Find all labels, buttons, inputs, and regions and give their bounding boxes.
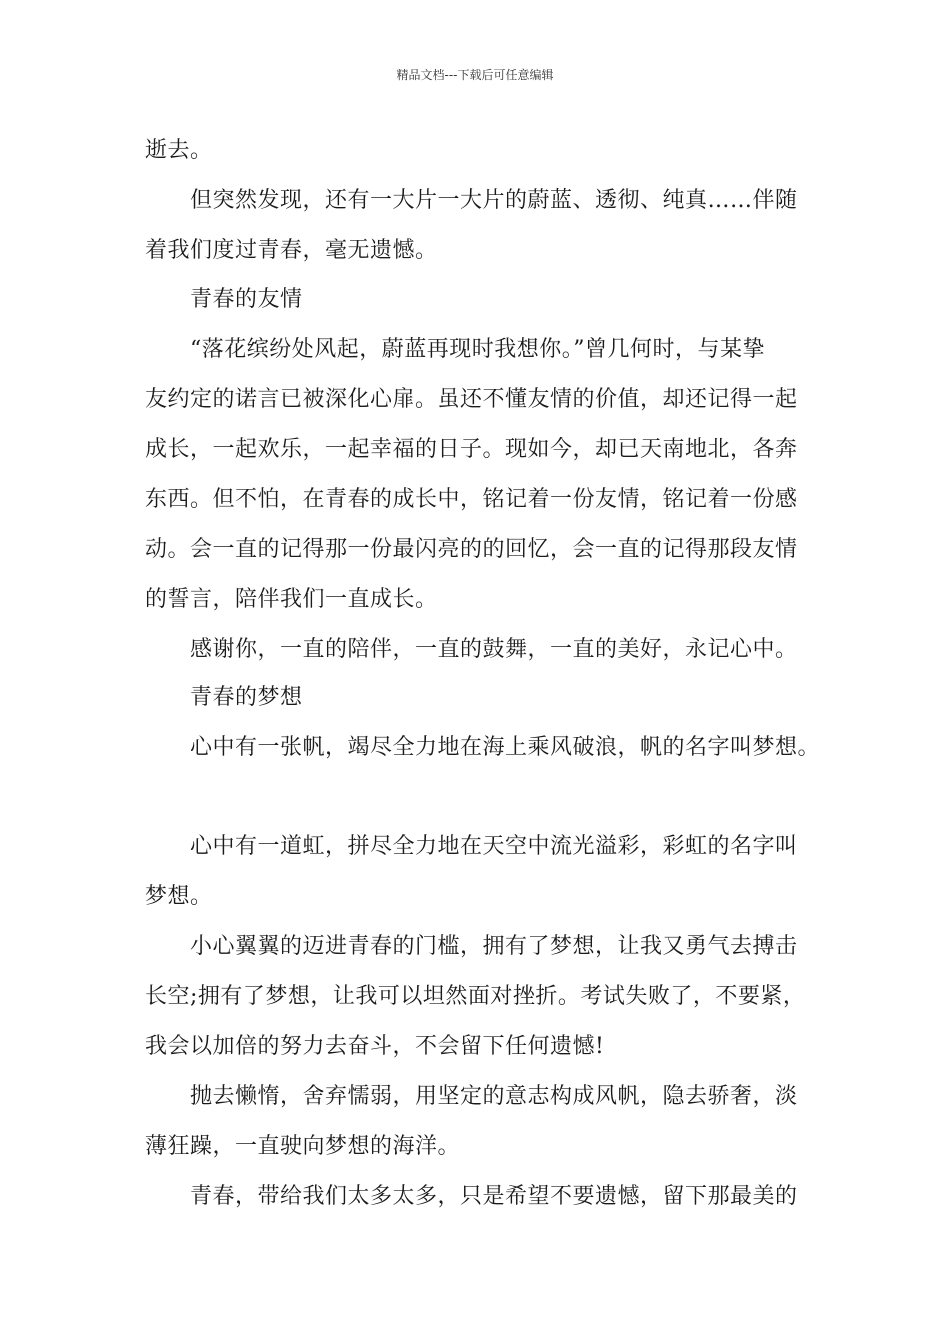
text-line: 着我们度过青春，毫无遗憾。 — [145, 238, 438, 263]
text-line: 感谢你，一直的陪伴，一直的鼓舞，一直的美好，永记心中。 — [190, 637, 798, 662]
text-line: 成长，一起欢乐，一起幸福的日子。现如今，却已天南地北，各奔 — [145, 437, 798, 462]
text-line: 我会以加倍的努力去奋斗，不会留下任何遗憾! — [145, 1034, 605, 1059]
text-line: 动。会一直的记得那一份最闪亮的的回忆，会一直的记得那段友情 — [145, 537, 798, 562]
text-line: 长空;拥有了梦想，让我可以坦然面对挫折。考试失败了，不要紧， — [145, 984, 806, 1009]
text-line: 青春，带给我们太多太多，只是希望不要遗憾，留下那最美的 — [190, 1184, 798, 1209]
text-line: 心中有一张帆，竭尽全力地在海上乘风破浪，帆的名字叫梦想。 — [190, 735, 821, 760]
text-line: 友约定的诺言已被深化心扉。虽还不懂友情的价值，却还记得一起 — [145, 387, 798, 412]
text-line: 梦想。 — [145, 884, 213, 909]
section-heading-dream: 青春的梦想 — [190, 685, 303, 710]
section-heading-friendship: 青春的友情 — [190, 287, 303, 312]
text-line: 心中有一道虹，拼尽全力地在天空中流光溢彩，彩虹的名字叫 — [190, 834, 798, 859]
page-header: 精品文档---下载后可任意编辑 — [396, 68, 554, 82]
text-line: 但突然发现，还有一大片一大片的蔚蓝、透彻、纯真……伴随 — [190, 188, 798, 213]
text-line: 小心翼翼的迈进青春的门槛，拥有了梦想，让我又勇气去搏击 — [190, 934, 798, 959]
text-line: 抛去懒惰，舍弃懦弱，用坚定的意志构成风帆，隐去骄奢，淡 — [190, 1084, 798, 1109]
text-line: 逝去。 — [145, 138, 213, 163]
text-line: “落花缤纷处风起，蔚蓝再现时我想你。”曾几何时，与某挚 — [190, 337, 765, 362]
text-line: 东西。但不怕，在青春的成长中，铭记着一份友情，铭记着一份感 — [145, 487, 798, 512]
text-line: 薄狂躁，一直驶向梦想的海洋。 — [145, 1134, 461, 1159]
text-line: 的誓言，陪伴我们一直成长。 — [145, 587, 438, 612]
